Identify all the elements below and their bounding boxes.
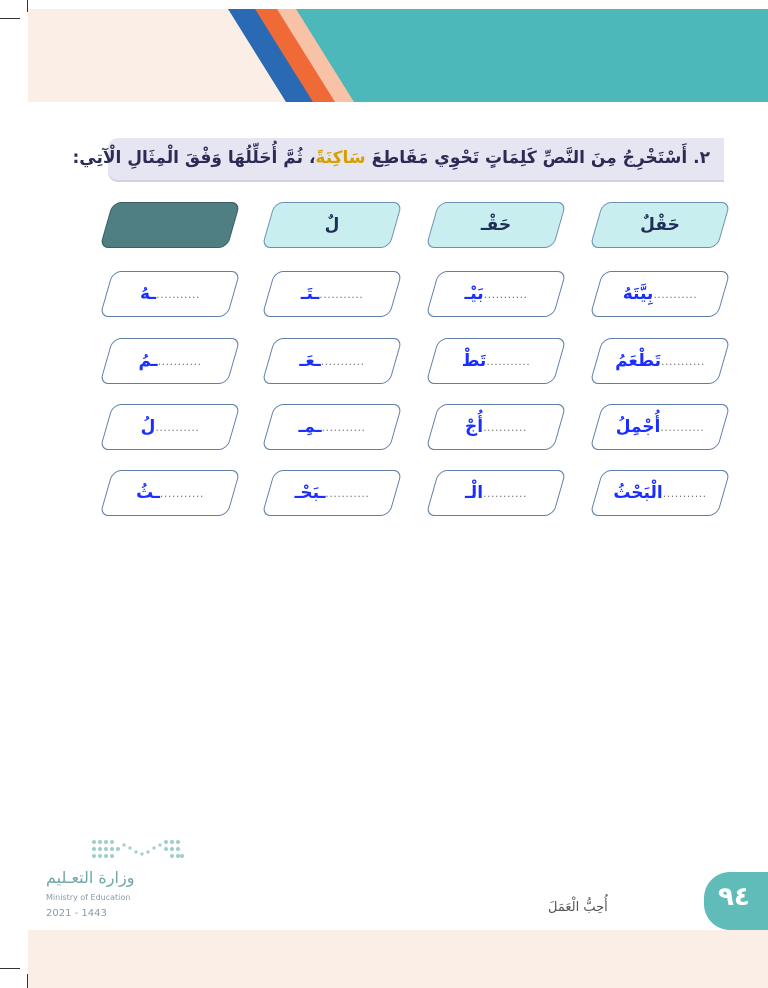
ministry-name-arabic: وزارة التعـليم (46, 868, 135, 887)
crop-mark (0, 18, 20, 19)
answer-dots: ........... (159, 486, 204, 500)
example-syllable2: لٌ (324, 215, 340, 235)
answer-dots: ........... (483, 486, 527, 500)
answer-syllable3: ـهُ (139, 284, 157, 304)
crop-mark (0, 968, 20, 969)
instruction-highlight: سَاكِنَةً (315, 148, 366, 168)
example-word-cell (589, 202, 730, 248)
answer-syllable1: الْـ (465, 483, 484, 503)
answer-dots: ........... (157, 354, 202, 368)
answer-dots: ........... (155, 420, 200, 434)
answer-syllable3-cell[interactable] (99, 470, 240, 516)
answer-word: الْبَحْثُ (613, 483, 663, 503)
example-word: حَقْلٌ (640, 215, 680, 235)
answer-word-cell[interactable] (589, 271, 730, 317)
instruction-banner (72, 138, 724, 182)
book-title: أُحِبُّ الْعَمَلَ (548, 900, 608, 915)
answer-dots: ........... (486, 354, 531, 368)
instruction-part1: ٢. أَسْتَخْرِجُ مِنَ النَّصِّ كَلِمَاتٍ تَحْوِي مَقَاطِعَ (365, 148, 710, 168)
answer-dots: ........... (320, 354, 365, 368)
answer-word-cell[interactable] (589, 404, 730, 450)
answer-syllable2-cell[interactable] (261, 470, 402, 516)
answer-syllable1: بَيْـ (464, 284, 484, 304)
answer-syllable1: أُجْ (464, 417, 484, 437)
answer-syllable1: تَطْ (461, 351, 487, 371)
answer-syllable3-cell[interactable] (99, 271, 240, 317)
instruction-part2: ، ثُمَّ أُحَلِّلُهَا وَفْقَ الْمِثَالِ الْآتِي: (72, 148, 316, 168)
answer-syllable3-cell[interactable] (99, 404, 240, 450)
footer-band (28, 930, 768, 988)
answer-dots: ........... (321, 420, 366, 434)
teal-panel (296, 9, 768, 102)
answer-word: تَطْعَمُ (615, 351, 661, 371)
answer-syllable2: ـمِـ (298, 417, 322, 437)
example-syllable3 (107, 203, 233, 247)
answer-syllable1-cell[interactable] (425, 271, 566, 317)
answer-word: أُجْمِلُ (615, 417, 661, 437)
answer-syllable3: ـمُ (138, 351, 158, 371)
edition-year: 2021 - 1443 (46, 908, 107, 919)
answer-syllable1-cell[interactable] (425, 470, 566, 516)
ministry-name-english: Ministry of Education (46, 893, 131, 902)
answer-syllable2-cell[interactable] (261, 404, 402, 450)
example-syllable3-cell (99, 202, 240, 248)
answer-dots: ........... (319, 287, 364, 301)
answer-syllable3: ـثُ (136, 483, 160, 503)
ministry-logo-icon (90, 838, 186, 864)
answer-word-cell[interactable] (589, 338, 730, 384)
answer-dots: ........... (660, 354, 705, 368)
page-number: ٩٤ (718, 882, 750, 912)
answer-dots: ........... (483, 420, 528, 434)
answer-syllable2: ـتَـ (300, 284, 320, 304)
answer-dots: ........... (325, 486, 370, 500)
answer-dots: ........... (660, 420, 705, 434)
example-syllable1: حَقْـ (480, 215, 512, 235)
example-syllable1-cell (425, 202, 566, 248)
instruction-text (73, 148, 711, 168)
answer-syllable2: ـعَـ (299, 351, 321, 371)
answer-word-cell[interactable] (589, 470, 730, 516)
answer-word: بِيَّتَهُ (622, 284, 654, 304)
answer-syllable2-cell[interactable] (261, 271, 402, 317)
header-band (28, 9, 768, 102)
example-syllable2-cell (261, 202, 402, 248)
answer-syllable2: ـبَحْـ (294, 483, 326, 503)
answer-dots: ........... (483, 287, 528, 301)
answer-syllable1-cell[interactable] (425, 404, 566, 450)
page-number-badge (704, 872, 768, 930)
answer-syllable3: لُ (140, 417, 156, 437)
answer-dots: ........... (662, 486, 707, 500)
answer-syllable2-cell[interactable] (261, 338, 402, 384)
answer-dots: ........... (653, 287, 698, 301)
header-stripes (28, 9, 768, 102)
answer-dots: ........... (156, 287, 201, 301)
answer-syllable1-cell[interactable] (425, 338, 566, 384)
answer-syllable3-cell[interactable] (99, 338, 240, 384)
